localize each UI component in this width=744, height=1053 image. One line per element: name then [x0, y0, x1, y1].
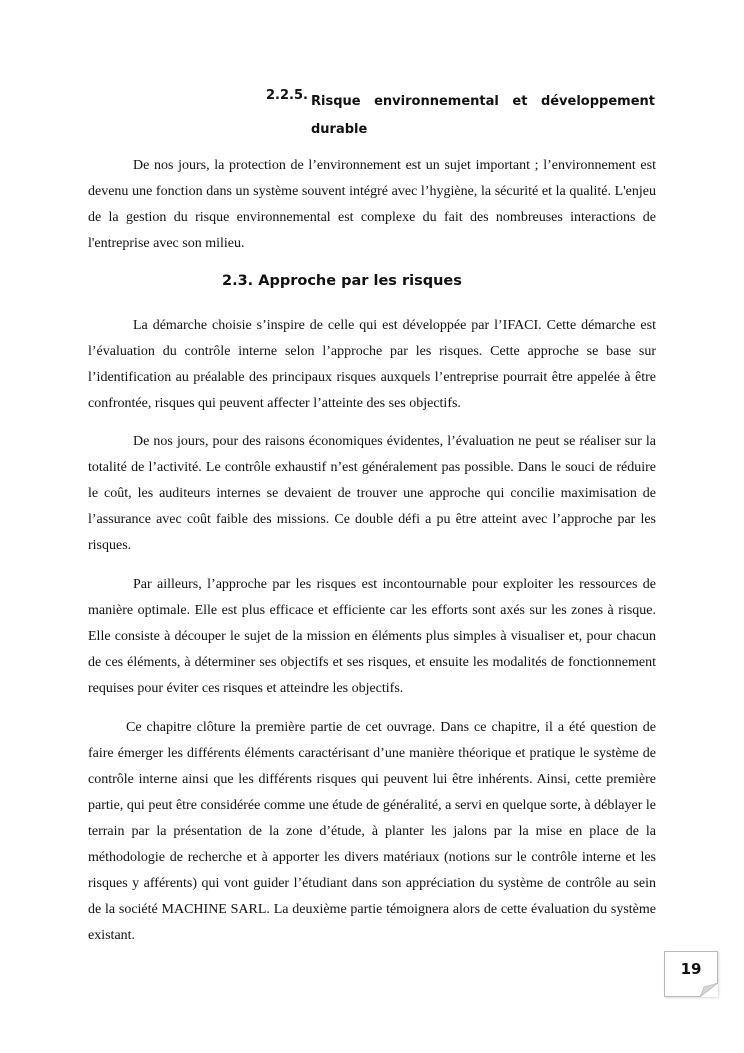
- page-number: 19: [680, 960, 702, 978]
- paragraph-ifaci-approach: La démarche choisie s’inspire de celle qui est développée par l’IFACI. Cette démarche est l’évaluation du contrôle interne selon l’approche par les risques. Cette approche se base sur l’identification au préalable des principaux risques auxquels l’entreprise pourrait être appelée à être confrontée, risques qui peuvent affecter l’atteinte des ses objectifs.: [88, 318, 656, 411]
- paragraph-risk-approach-benefits: Par ailleurs, l’approche par les risques est incontournable pour exploiter les ressources de manière optimale. Elle est plus efficace et efficiente car les efforts sont axés sur les zones à risque. Elle consiste à découper le sujet de la mission en éléments plus simples à visualiser et, pour chacun de ces éléments, à déterminer ses objectifs et ses risques, et ensuite les modalités de fonctionnement requises pour éviter ces risques et atteindre les objectifs.: [88, 577, 656, 696]
- paragraph-economic-reasons: De nos jours, pour des raisons économiques évidentes, l’évaluation ne peut se réaliser sur la totalité de l’activité. Le contrôle exhaustif n’est généralement pas possible. Dans le souci de réduire le coût, les auditeurs internes se devaient de trouver une approche qui concilie maximisation de l’assurance avec coût faible des missions. Ce double défi a pu être atteint avec l’approche par les risques.: [88, 434, 656, 553]
- page-curl-icon: [700, 983, 718, 997]
- section-2-2-5-number: 2.2.5.: [266, 88, 308, 103]
- section-2-2-5-title: Risque environnemental et développement: [311, 94, 655, 109]
- section-2-3-title: 2.3. Approche par les risques: [222, 273, 462, 289]
- section-2-2-5-title-continued: durable: [311, 122, 368, 137]
- paragraph-chapter-conclusion: Ce chapitre clôture la première partie de cet ouvrage. Dans ce chapitre, il a été question de faire émerger les différents éléments caractérisant d’une manière théorique et pratique le système de contrôle interne ainsi que les différents risques qui peuvent lui être inhérents. Ainsi, cette première partie, qui peut être considérée comme une étude de généralité, a servi en quelque sorte, à déblayer le terrain par la présentation de la zone d’étude, à planter les jalons par la mise en place de la méthodologie de recherche et à apporter les divers matériaux (notions sur le contrôle interne et les risques y afférents) qui vont guider l’étudiant dans son appréciation du système de contrôle au sein de la société MACHINE SARL. La deuxième partie témoignera alors de cette évaluation du système existant.: [88, 720, 656, 943]
- paragraph-environment: De nos jours, la protection de l’environnement est un sujet important ; l’environnement est devenu une fonction dans un système souvent intégré avec l’hygiène, la sécurité et la qualité. L'enjeu de la gestion du risque environnemental est complexe du fait des nombreuses interactions de l'entreprise avec son milieu.: [88, 158, 656, 251]
- page-number-box: [664, 951, 718, 997]
